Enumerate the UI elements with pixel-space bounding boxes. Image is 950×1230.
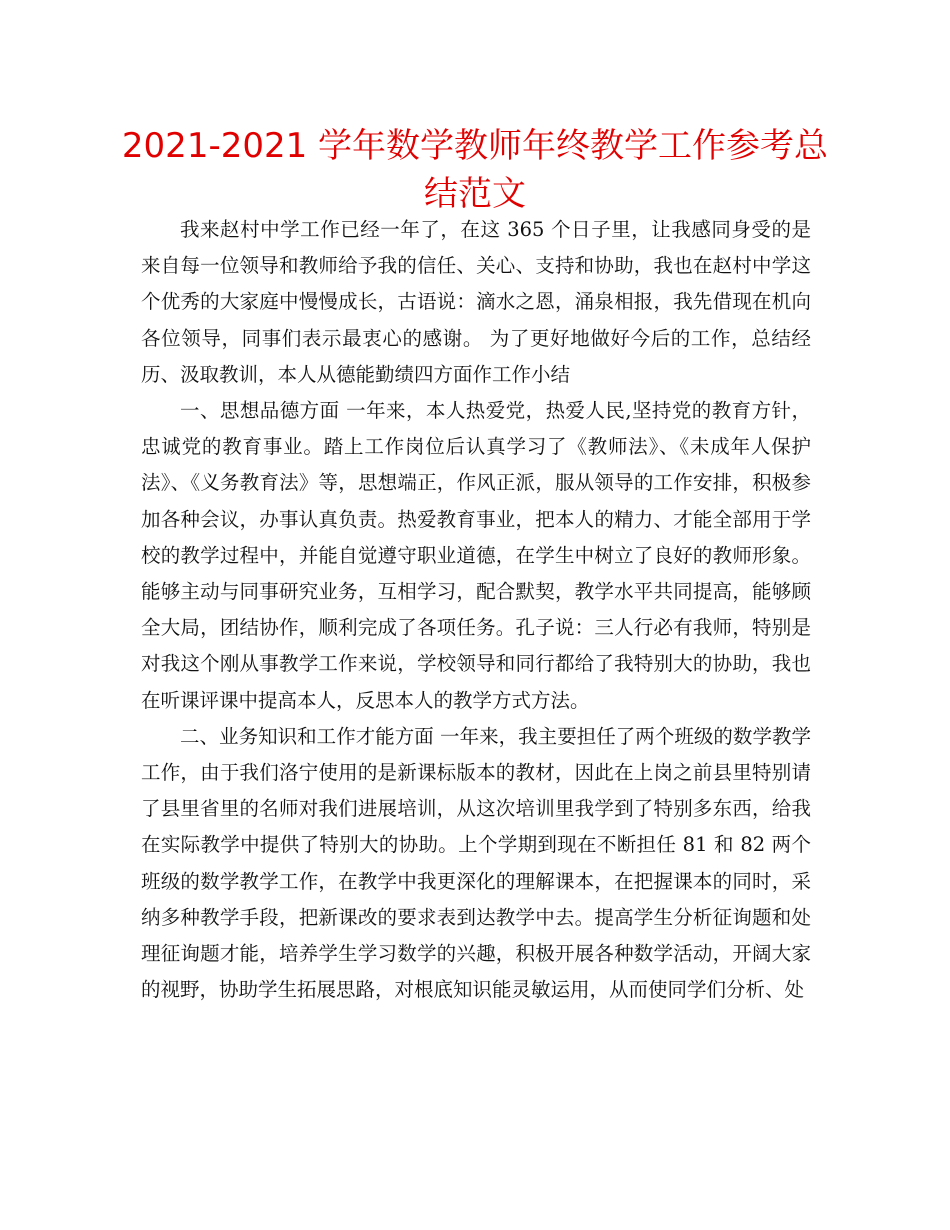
paragraph-moral-character: 一、思想品德方面 一年来，本人热爱党，热爱人民,坚持党的教育方针，忠诚党的教育事业。踏上工作岗位后认真学习了《教师法》、《未成年人保护法》、《义务教育法》等，思想端正，作风正派，服从领导的工作安排，积极参加各种会议，办事认真负责。热爱教育事业，把本人的精力、才能全部用于学校的教学过程中，并能自觉遵守职业道德，在学生中树立了良好的教师形象。能够主动与同事研究业务，互相学习，配合默契，教学水平共同提高，能够顾全大局，团结协作，顺利完成了各项任务。孔子说：三人行必有我师，特别是对我这个刚从事教学工作来说，学校领导和同行都给了我特别大的协助，我也在听课评课中提高本人，反思本人的教学方式方法。 bbox=[141, 399, 811, 712]
paragraph-professional-ability: 二、业务知识和工作才能方面 一年来，我主要担任了两个班级的数学教学工作，由于我们洛宁使用的是新课标版本的教材，因此在上岗之前县里特别请了县里省里的名师对我们进展培训，从这次培训里我学到了特别多东西，给我在实际教学中提供了特别大的协助。上个学期到现在不断担任 81 和 82 两个班级的数学教学工作，在教学中我更深化的理解课本，在把握课本的同时，采纳多种教学手段，把新课改的要求表到达教学中去。提高学生分析征询题和处理征询题才能，培养学生学习数学的兴趣，积极开展各种数学活动，开阔大家的视野，协助学生拓展思路，对根底知识能灵敏运用，从而使同学们分析、处 bbox=[141, 724, 811, 1002]
paragraph-intro: 我来赵村中学工作已经一年了，在这 365 个日子里，让我感同身受的是来自每一位领导和教师给予我的信任、关心、支持和协助，我也在赵村中学这个优秀的大家庭中慢慢成长，古语说：滴水之恩，涌泉相报，我先借现在机向各位领导，同事们表示最衷心的感谢。 为了更好地做好今后的工作，总结经历、汲取教训，本人从德能勤绩四方面作工作小结 bbox=[141, 218, 811, 386]
document-body bbox=[141, 212, 811, 1008]
document-title: 2021-2021 学年数学教师年终教学工作参考总结范文 bbox=[121, 126, 829, 214]
